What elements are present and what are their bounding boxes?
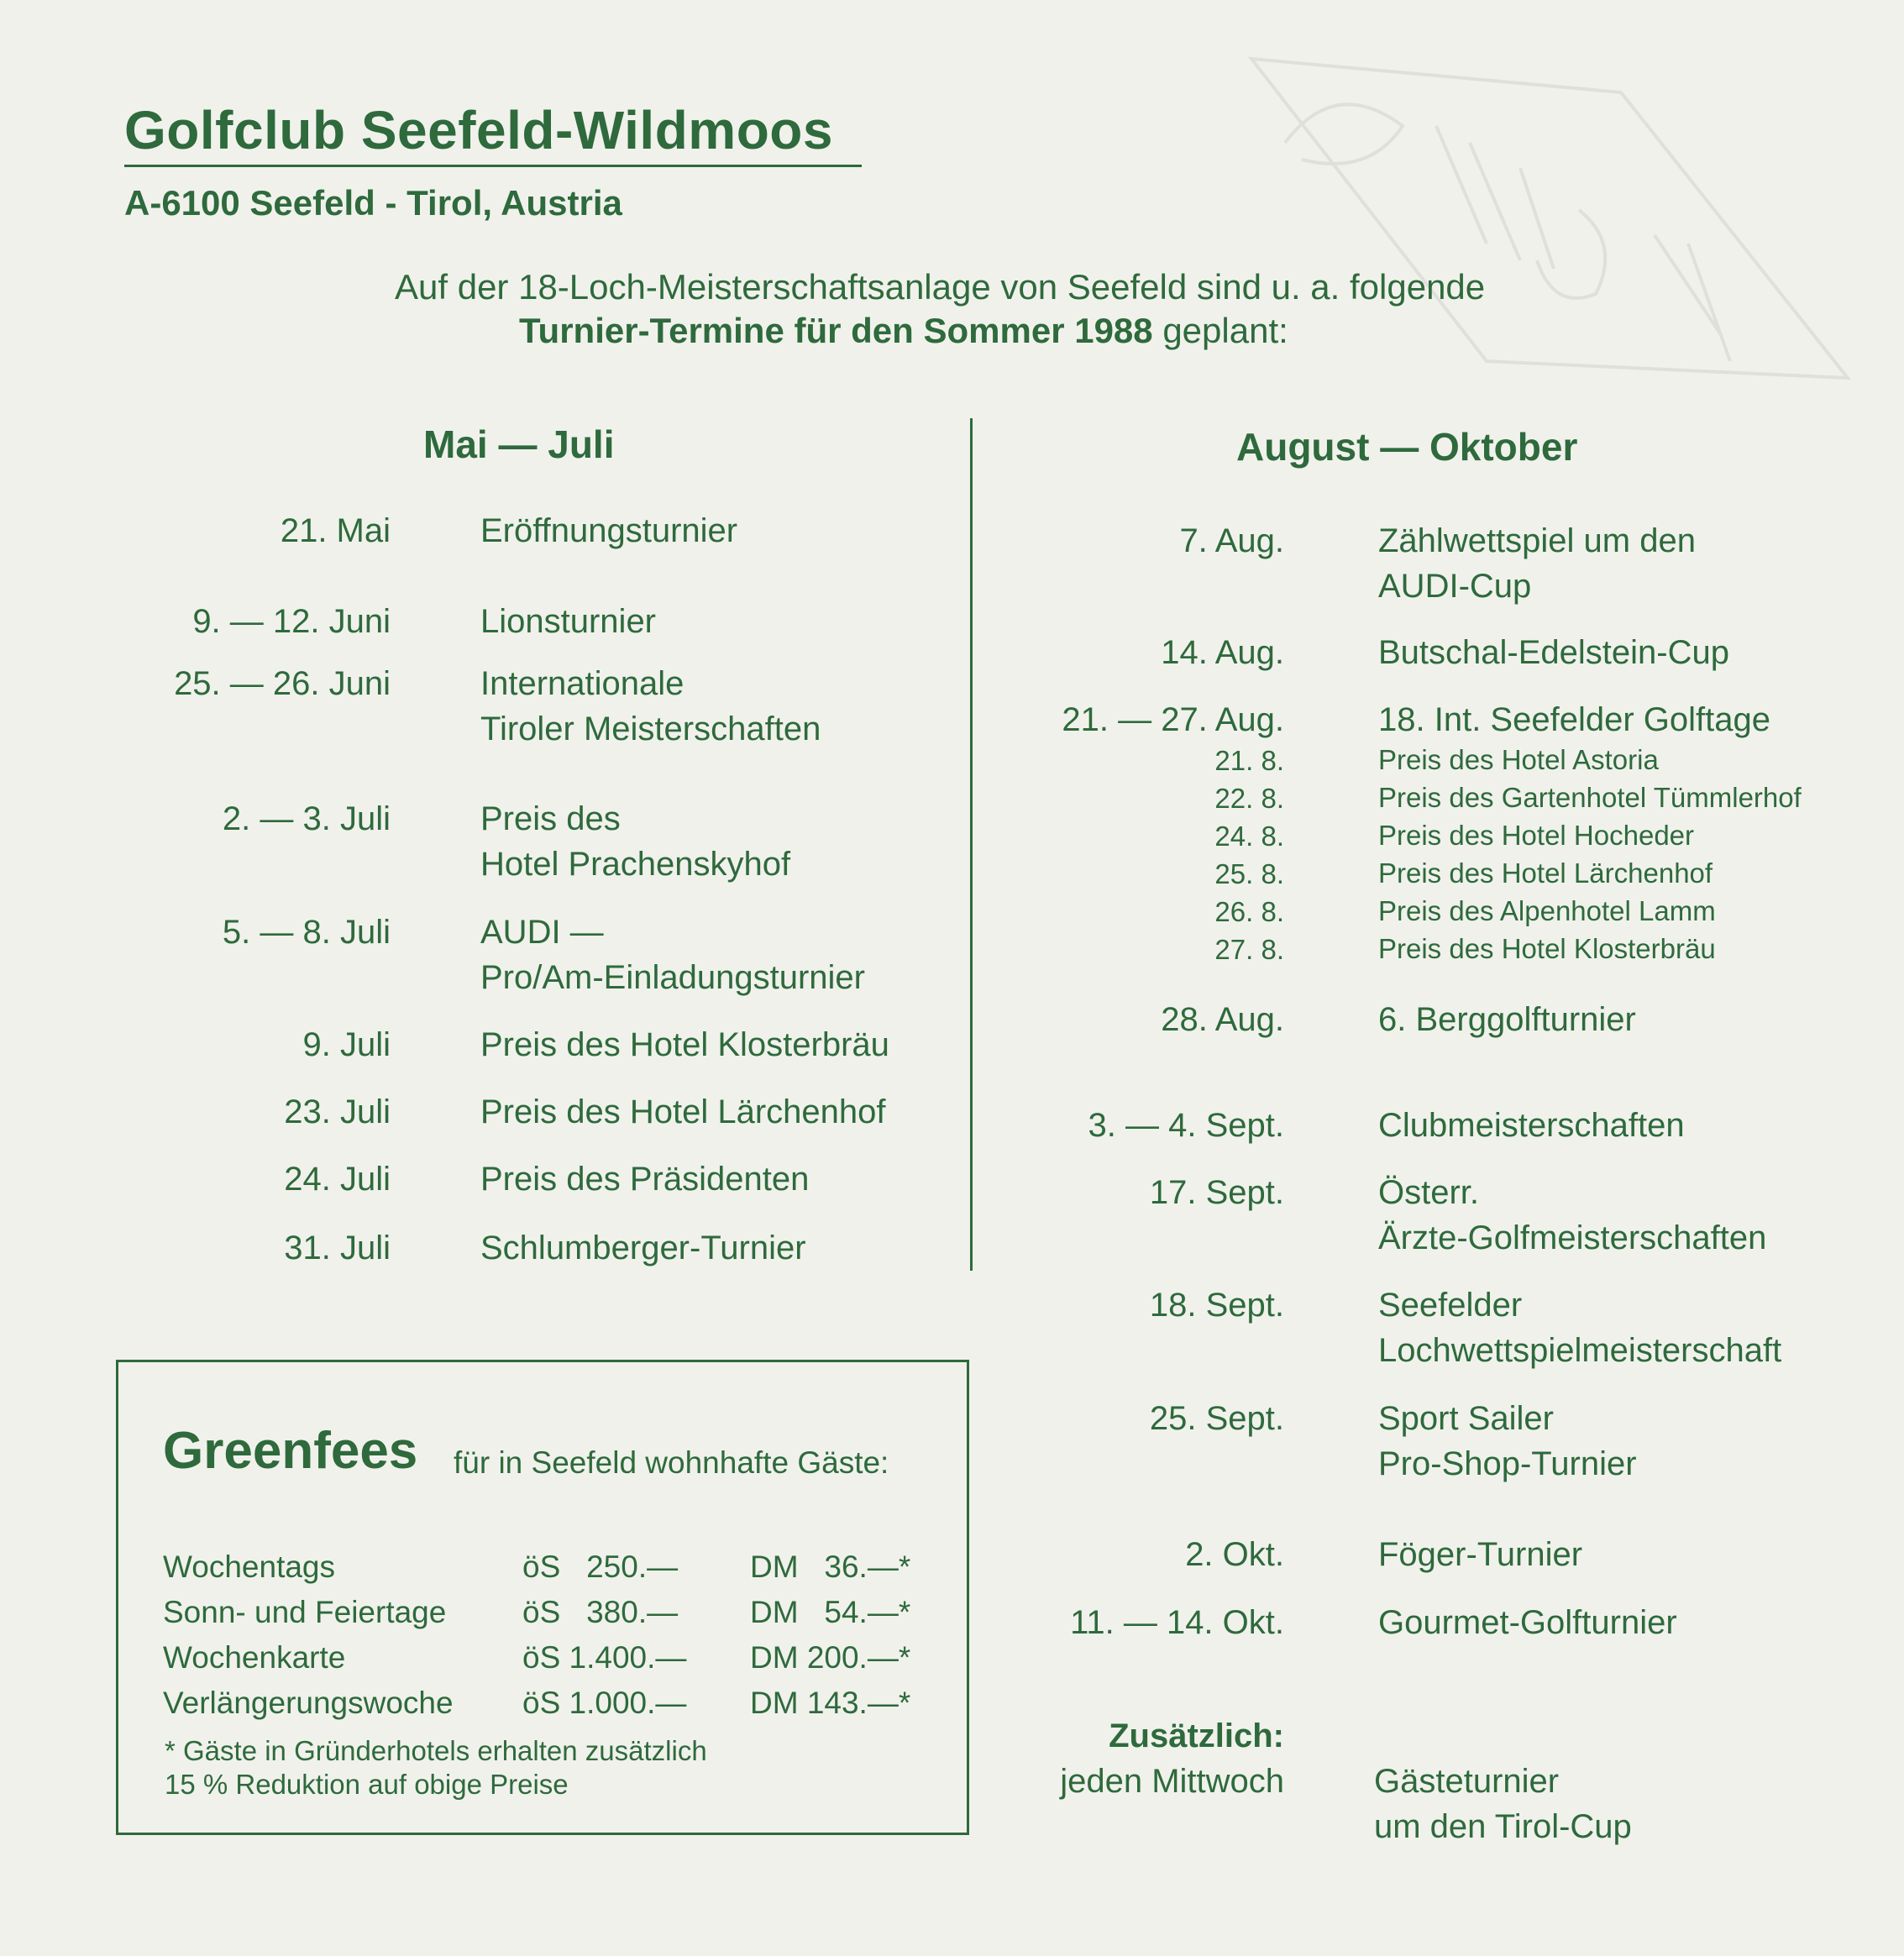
greenfee-dm-2: DM 54.—* xyxy=(750,1595,911,1629)
right-date-2: 14. Aug. xyxy=(1161,634,1284,671)
additional-label: Zusätzlich: xyxy=(1109,1717,1284,1754)
column-divider xyxy=(970,418,973,1271)
right-event-1: Zählwettspiel um den AUDI-Cup xyxy=(1378,522,1696,605)
greenfee-label-3: Wochenkarte xyxy=(163,1640,346,1675)
left-date-3: 25. — 26. Juni xyxy=(174,665,391,702)
intro-line-2 xyxy=(519,311,1288,351)
right-date-9: 2. Okt. xyxy=(1185,1536,1284,1573)
left-event-2: Lionsturnier xyxy=(480,603,657,640)
left-date-9: 31. Juli xyxy=(284,1230,391,1266)
club-address: A-6100 Seefeld - Tirol, Austria xyxy=(124,183,622,223)
right-date-5: 3. — 4. Sept. xyxy=(1088,1107,1284,1144)
intro-headline: Turnier-Termine für den Sommer 1988 xyxy=(519,311,1153,350)
left-event-6: Preis des Hotel Klosterbräu xyxy=(480,1026,889,1063)
left-event-1: Eröffnungsturnier xyxy=(480,512,738,549)
right-date-6: 17. Sept. xyxy=(1149,1174,1284,1211)
title-underline xyxy=(124,165,862,167)
left-column-heading: Mai — Juli xyxy=(423,422,615,466)
golftage-prize-4: Preis des Hotel Lärchenhof xyxy=(1378,857,1713,889)
left-event-5: AUDI — Pro/Am-Einladungsturnier xyxy=(480,914,865,996)
right-date-10: 11. — 14. Okt. xyxy=(1070,1604,1284,1641)
intro-suffix: geplant: xyxy=(1152,311,1288,350)
right-event-5: Clubmeisterschaften xyxy=(1378,1107,1685,1144)
golftage-prize-2: Preis des Gartenhotel Tümmlerhof xyxy=(1378,782,1802,813)
greenfee-ats-3: öS 1.400.— xyxy=(522,1640,687,1675)
left-event-4: Preis des Hotel Prachenskyhof xyxy=(480,800,791,883)
right-event-6: Österr. Ärzte-Golfmeisterschaften xyxy=(1378,1174,1767,1256)
greenfee-label-4: Verlängerungswoche xyxy=(163,1686,454,1720)
greenfees-subtitle: für in Seefeld wohnhafte Gäste: xyxy=(454,1445,889,1480)
club-title: Golfclub Seefeld-Wildmoos xyxy=(124,100,833,160)
left-date-2: 9. — 12. Juni xyxy=(192,603,391,640)
golftage-date-2: 22. 8. xyxy=(1214,783,1284,814)
additional-event: Gästeturnier um den Tirol-Cup xyxy=(1374,1763,1632,1845)
left-event-9: Schlumberger-Turnier xyxy=(480,1230,806,1266)
golftage-date-5: 26. 8. xyxy=(1214,896,1284,927)
intro-line-1: Auf der 18-Loch-Meisterschaftsanlage von Seefeld sind u. a. folgende xyxy=(395,267,1486,307)
golftage-date-3: 24. 8. xyxy=(1214,821,1284,852)
greenfee-ats-1: öS 250.— xyxy=(522,1550,679,1584)
golftage-prize-6: Preis des Hotel Klosterbräu xyxy=(1378,933,1716,964)
golftage-prize-1: Preis des Hotel Astoria xyxy=(1378,744,1659,775)
greenfee-label-2: Sonn- und Feiertage xyxy=(163,1595,447,1629)
left-event-3: Internationale Tiroler Meisterschaften xyxy=(480,665,821,747)
right-event-8: Sport Sailer Pro-Shop-Turnier xyxy=(1378,1400,1637,1482)
right-event-3: 18. Int. Seefelder Golftage xyxy=(1378,701,1770,738)
additional-when: jeden Mittwoch xyxy=(1060,1763,1284,1800)
left-date-8: 24. Juli xyxy=(284,1161,391,1198)
greenfee-note-1: * Gäste in Gründerhotels erhalten zusätzlich xyxy=(165,1735,707,1766)
left-date-4: 2. — 3. Juli xyxy=(222,800,391,837)
greenfee-dm-1: DM 36.—* xyxy=(750,1550,911,1584)
right-event-9: Föger-Turnier xyxy=(1378,1536,1583,1573)
right-event-10: Gourmet-Golfturnier xyxy=(1378,1604,1677,1641)
left-event-8: Preis des Präsidenten xyxy=(480,1161,810,1198)
right-date-3: 21. — 27. Aug. xyxy=(1062,701,1284,738)
greenfee-label-1: Wochentags xyxy=(163,1550,335,1584)
golftage-date-4: 25. 8. xyxy=(1214,858,1284,889)
right-date-8: 25. Sept. xyxy=(1149,1400,1284,1437)
right-date-4: 28. Aug. xyxy=(1161,1001,1284,1038)
greenfee-note-2: 15 % Reduktion auf obige Preise xyxy=(165,1769,569,1800)
right-date-7: 18. Sept. xyxy=(1149,1287,1284,1324)
right-date-1: 7. Aug. xyxy=(1179,522,1284,559)
greenfee-dm-3: DM 200.—* xyxy=(750,1640,911,1675)
golftage-prize-5: Preis des Alpenhotel Lamm xyxy=(1378,895,1716,926)
greenfees-title: Greenfees xyxy=(163,1422,418,1480)
greenfee-dm-4: DM 143.—* xyxy=(750,1686,911,1720)
right-event-7: Seefelder Lochwettspielmeisterschaft xyxy=(1378,1287,1782,1369)
golftage-date-6: 27. 8. xyxy=(1214,934,1284,965)
greenfee-ats-4: öS 1.000.— xyxy=(522,1686,687,1720)
golftage-date-1: 21. 8. xyxy=(1214,745,1284,776)
watermark-logo xyxy=(1184,25,1873,428)
greenfee-ats-2: öS 380.— xyxy=(522,1595,679,1629)
left-date-7: 23. Juli xyxy=(284,1093,391,1130)
right-event-4: 6. Berggolfturnier xyxy=(1378,1001,1636,1038)
left-event-7: Preis des Hotel Lärchenhof xyxy=(480,1093,886,1130)
golftage-prize-3: Preis des Hotel Hocheder xyxy=(1378,820,1695,851)
right-event-2: Butschal-Edelstein-Cup xyxy=(1378,634,1729,671)
left-date-5: 5. — 8. Juli xyxy=(222,914,391,951)
left-date-1: 21. Mai xyxy=(280,512,391,549)
left-date-6: 9. Juli xyxy=(302,1026,391,1063)
right-column-heading: August — Oktober xyxy=(1236,425,1578,469)
